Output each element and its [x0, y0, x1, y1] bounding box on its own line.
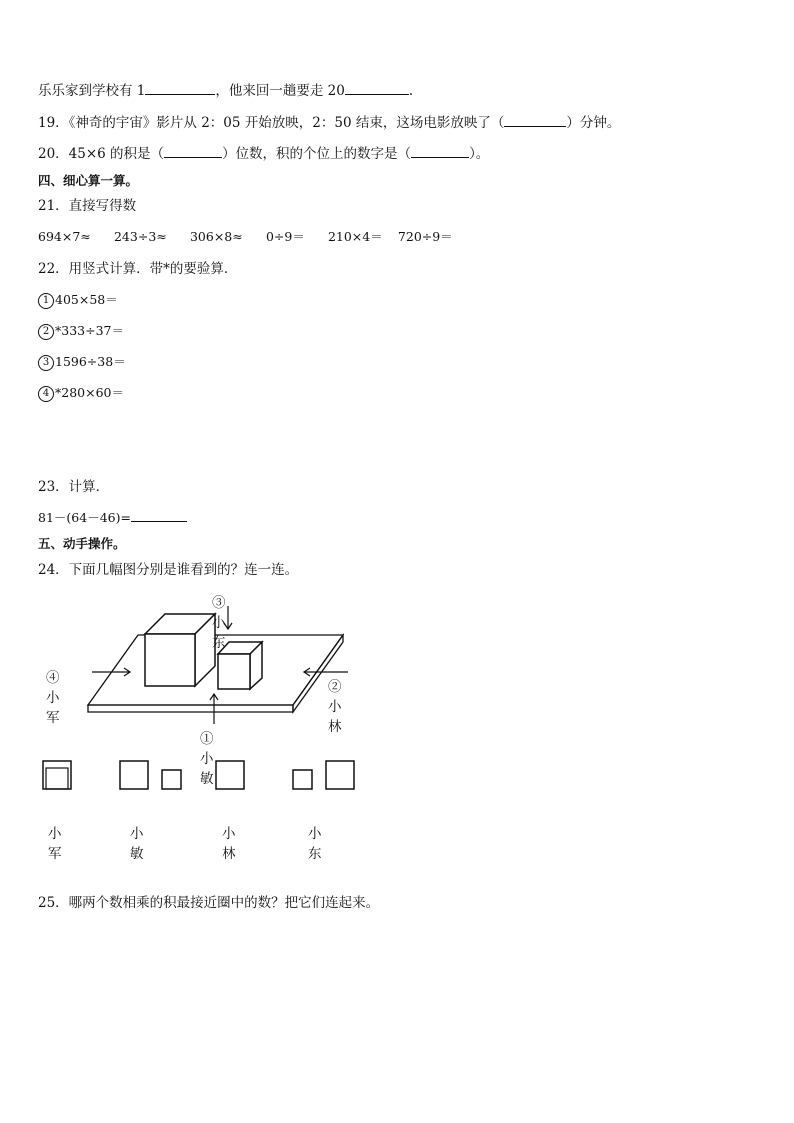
viewer-mark: ③ [212, 595, 226, 611]
q22-item-1 [38, 291, 118, 309]
viewer-mark: ① [200, 731, 214, 747]
section-5-heading: 五、动手操作。 [38, 536, 126, 551]
calc-item: 0÷9＝ [265, 229, 305, 244]
view-name-1[interactable]: 小军 [48, 826, 62, 862]
q22-expr: 1596÷38＝ [55, 354, 126, 369]
q20-blank-1[interactable] [164, 145, 222, 158]
view-name-3[interactable]: 小林 [222, 826, 236, 862]
question-18-line [38, 82, 413, 100]
question-22-title: 22．用竖式计算．带*的要验算． [38, 261, 238, 277]
q23-expr: 81－(64－46)= [38, 510, 131, 525]
view-option-4[interactable] [293, 761, 354, 789]
q20-text-b: ）位数，积的个位上的数字是（ [222, 146, 412, 162]
calc-item: 720÷9＝ [397, 229, 453, 244]
question-24-title: 24．下面几幅图分别是谁看到的？连一连。 [38, 562, 299, 578]
view-name-4[interactable]: 小东 [308, 826, 322, 862]
circled-number: 3 [38, 355, 54, 371]
viewer-top-label [212, 591, 226, 651]
circled-number: 2 [38, 324, 54, 340]
view-option-3[interactable] [216, 761, 244, 789]
q20-text-a: 20．45×6 的积是（ [38, 146, 165, 162]
q19-blank[interactable] [504, 114, 566, 127]
q19-text-a: 19．《神奇的宇宙》影片从 2：05 开始放映，2：50 结束，这场电影放映了（ [38, 115, 505, 131]
question-19 [38, 114, 620, 132]
q18-blank-2[interactable] [345, 82, 409, 95]
calc-item: 694×7≈ [38, 229, 91, 244]
viewer-left-label [46, 666, 60, 726]
q20-blank-2[interactable] [411, 145, 469, 158]
board-front [88, 705, 293, 712]
circled-number: 4 [38, 386, 54, 402]
view-name-2[interactable]: 小敏 [130, 826, 144, 862]
calc-item: 243÷3≈ [113, 229, 167, 244]
calc-item: 306×8≈ [189, 229, 243, 244]
circled-number: 1 [38, 293, 54, 309]
q18-blank-1[interactable] [145, 82, 215, 95]
calc-item: 210×4＝ [327, 229, 383, 244]
viewer-name: 小东 [212, 615, 226, 651]
q22-expr: *280×60＝ [55, 385, 124, 400]
section-4-heading: 四、细心算一算。 [38, 173, 139, 188]
viewer-right-label [328, 675, 342, 735]
q18-text-a: 乐乐家到学校有 1 [38, 83, 146, 99]
q18-text-b: ，他来回一趟要走 20 [215, 83, 345, 99]
q23-answer-blank[interactable] [131, 509, 187, 522]
view-option-2[interactable] [120, 761, 181, 789]
q22-item-4 [38, 384, 124, 402]
question-23-title: 23．计算． [38, 479, 110, 495]
viewer-mark: ② [328, 679, 342, 695]
viewer-name: 小军 [46, 690, 60, 726]
q18-text-c: . [408, 83, 414, 99]
question-20 [38, 145, 489, 163]
viewer-mark: ④ [46, 670, 60, 686]
question-25-title: 25．哪两个数相乘的积最接近圈中的数？把它们连起来。 [38, 895, 380, 911]
q22-expr: *333÷37＝ [55, 323, 124, 338]
q20-text-c: ）。 [469, 146, 490, 162]
view-option-1[interactable] [43, 761, 71, 789]
viewer-name: 小林 [328, 699, 342, 735]
large-cube [145, 614, 215, 686]
q23-expression [38, 509, 187, 527]
q22-item-3 [38, 353, 126, 371]
q22-item-2 [38, 322, 124, 340]
viewer-name: 小敏 [200, 751, 214, 787]
view-options [38, 758, 398, 798]
q21-calc-row [38, 228, 458, 246]
q22-expr: 405×58＝ [55, 292, 118, 307]
q19-text-b: ）分钟。 [566, 115, 621, 131]
question-21-title: 21．直接写得数 [38, 198, 137, 214]
